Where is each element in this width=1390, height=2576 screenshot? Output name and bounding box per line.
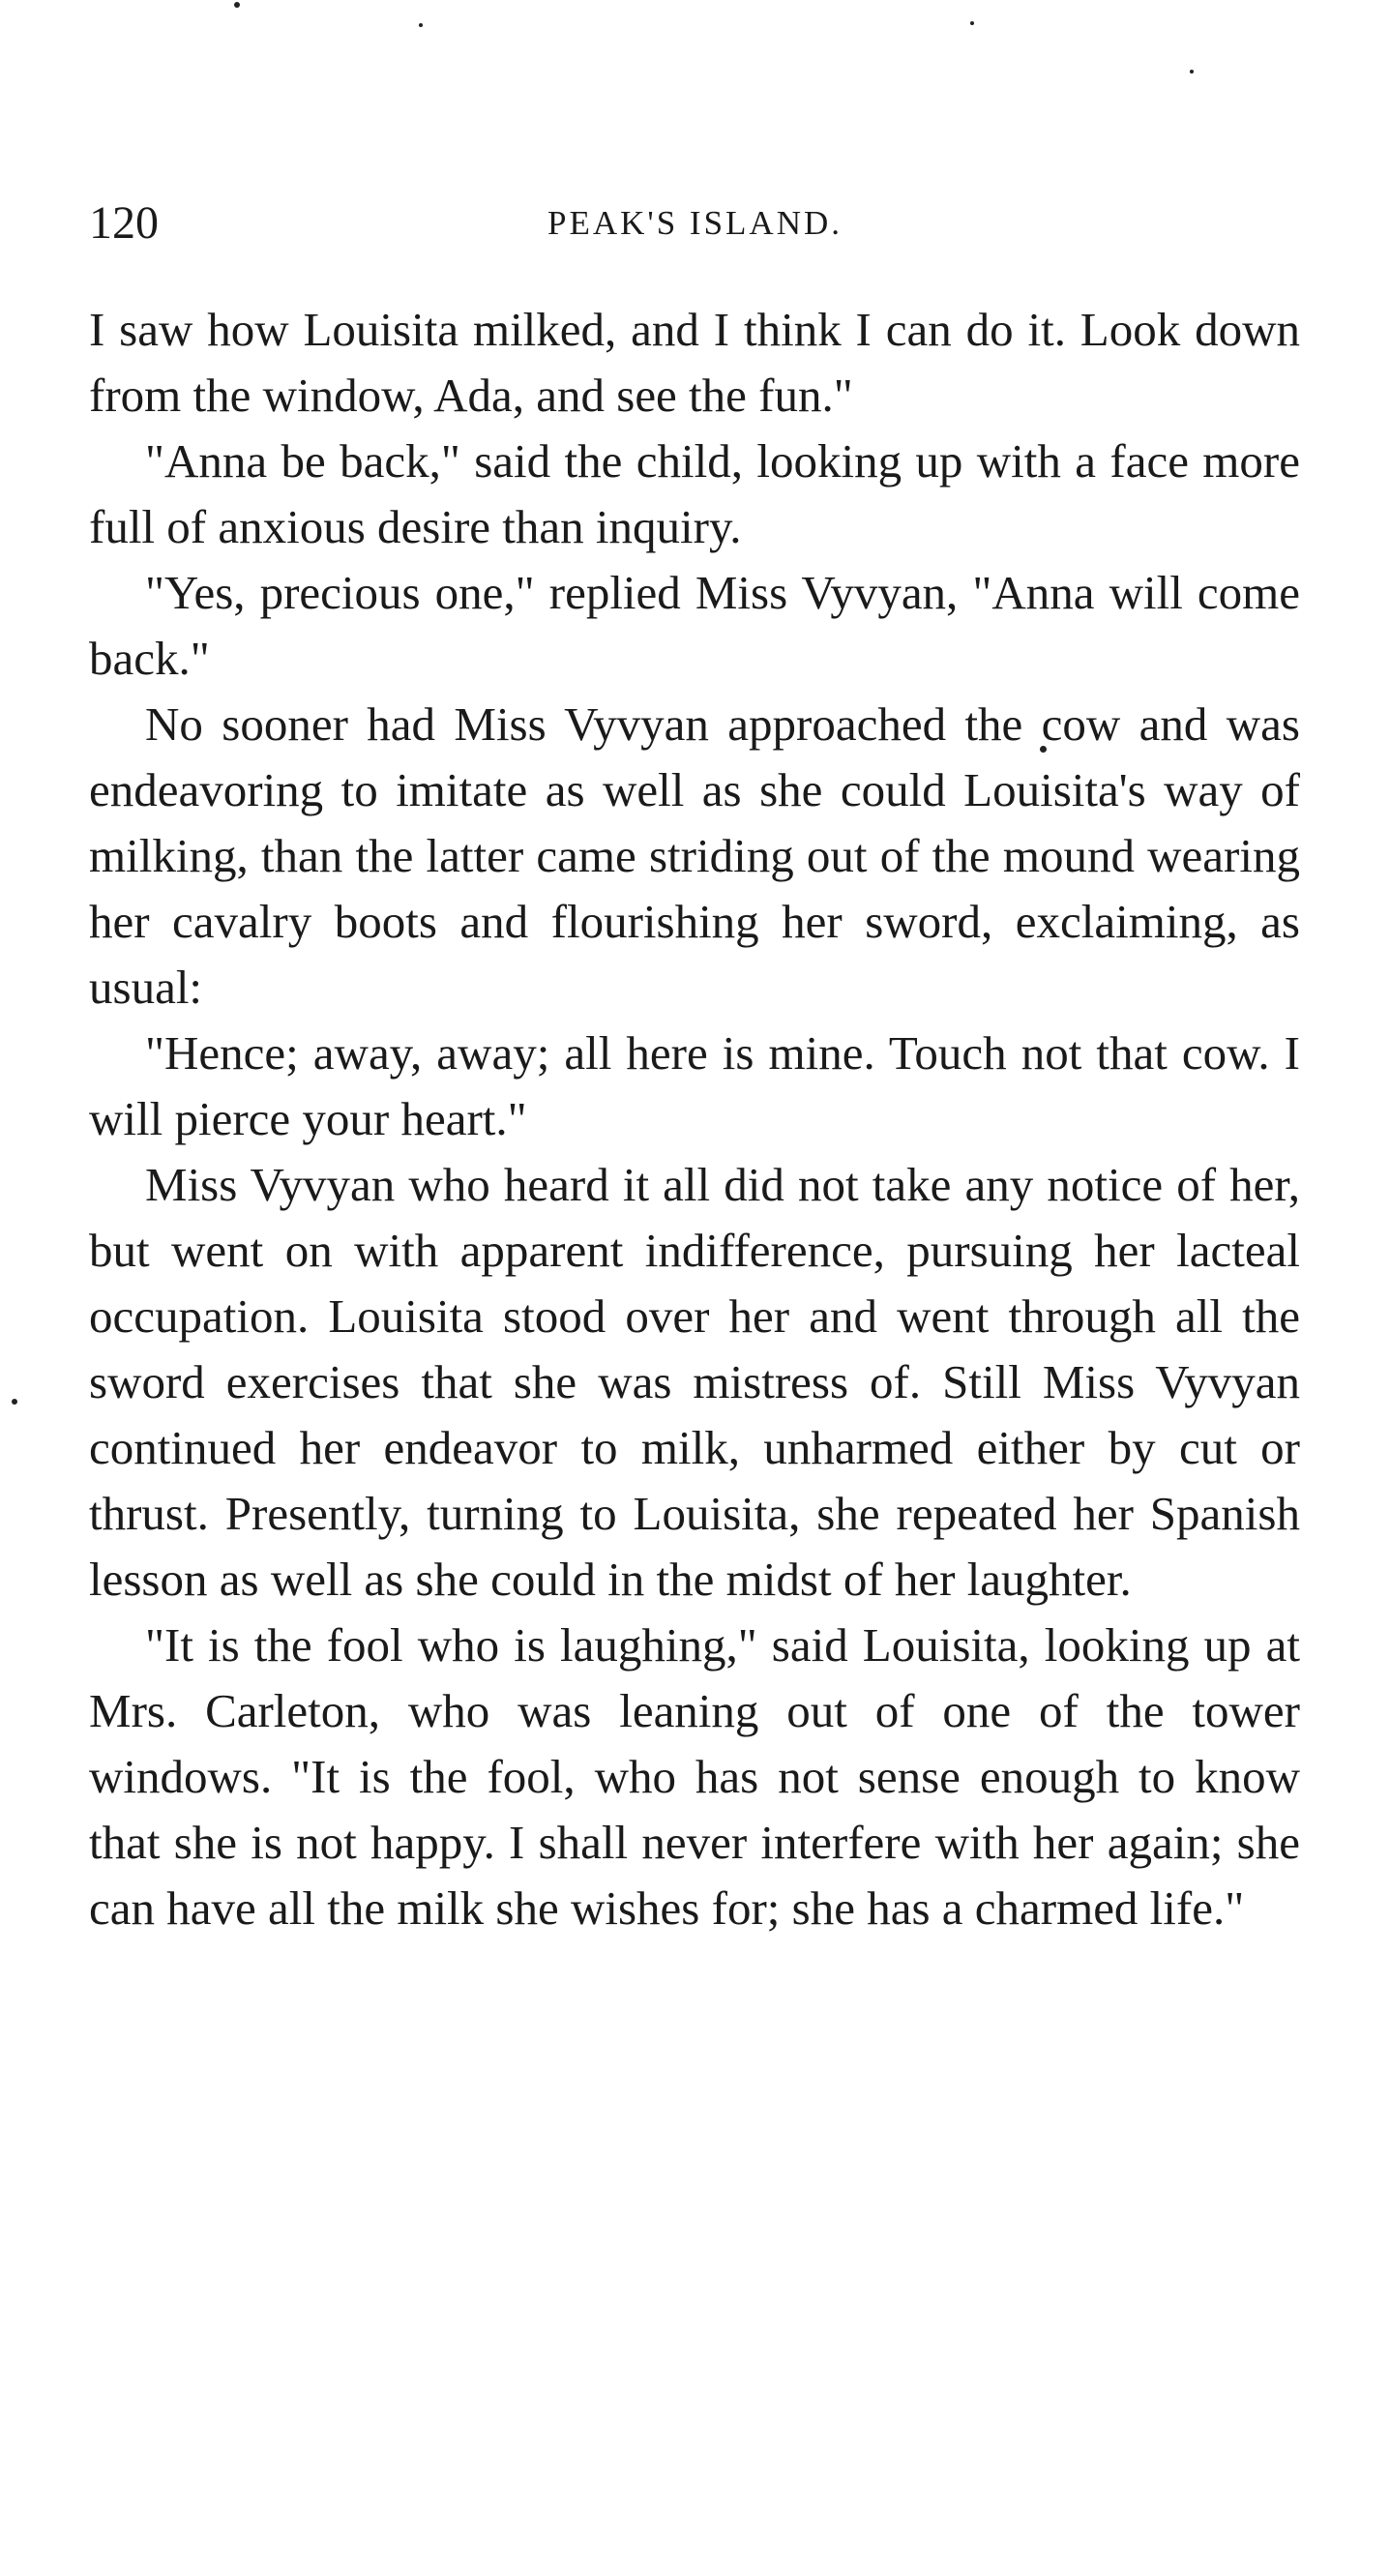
body-text — [89, 297, 1300, 1941]
page-number: 120 — [89, 197, 159, 249]
paragraph: "Anna be back," said the child, looking up with a face more full of anxious desire than inquiry. — [89, 434, 1300, 553]
print-speck — [1190, 70, 1194, 74]
paragraph: No sooner had Miss Vyvyan approached the cow and was endeavoring to imitate as well as she could Louisita's way of milking, than the latter came striding out of the mound wearing her cavalry boots and flourishing her sword, exclaiming, as usual: — [89, 697, 1300, 1014]
paragraph: I saw how Louisita milked, and I think I can do it. Look down from the window, Ada, and see the fun." — [89, 303, 1300, 422]
paragraph: "Yes, precious one," replied Miss Vyvyan, "Anna will come back." — [89, 566, 1300, 685]
paragraph: Miss Vyvyan who heard it all did not take any notice of her, but went on with apparent indifference, pursuing her lacteal occupation. Louisita stood over her and went through all the sword exercises that she was mistress of. Still Miss Vyvyan continued her endeavor to milk, unharmed either by cut or thrust. Presently, turning to Louisita, she repeated her Spanish lesson as well as she could in the midst of her laughter. — [89, 1158, 1300, 1606]
paragraph: "Hence; away, away; all here is mine. Touch not that cow. I will pierce your heart." — [89, 1026, 1300, 1145]
paragraph: "It is the fool who is laughing," said Louisita, looking up at Mrs. Carleton, who was leaning out of one of the tower windows. "It is the fool, who has not sense enough to know that she is not happy. I shall never interfere with her again; she can have all the milk she wishes for; she has a charmed life." — [89, 1618, 1300, 1935]
print-speck — [234, 2, 240, 8]
page-header — [89, 190, 1301, 257]
running-head: PEAK'S ISLAND. — [547, 204, 843, 242]
print-speck — [970, 21, 974, 25]
print-speck — [12, 1399, 17, 1405]
print-speck — [419, 23, 423, 27]
